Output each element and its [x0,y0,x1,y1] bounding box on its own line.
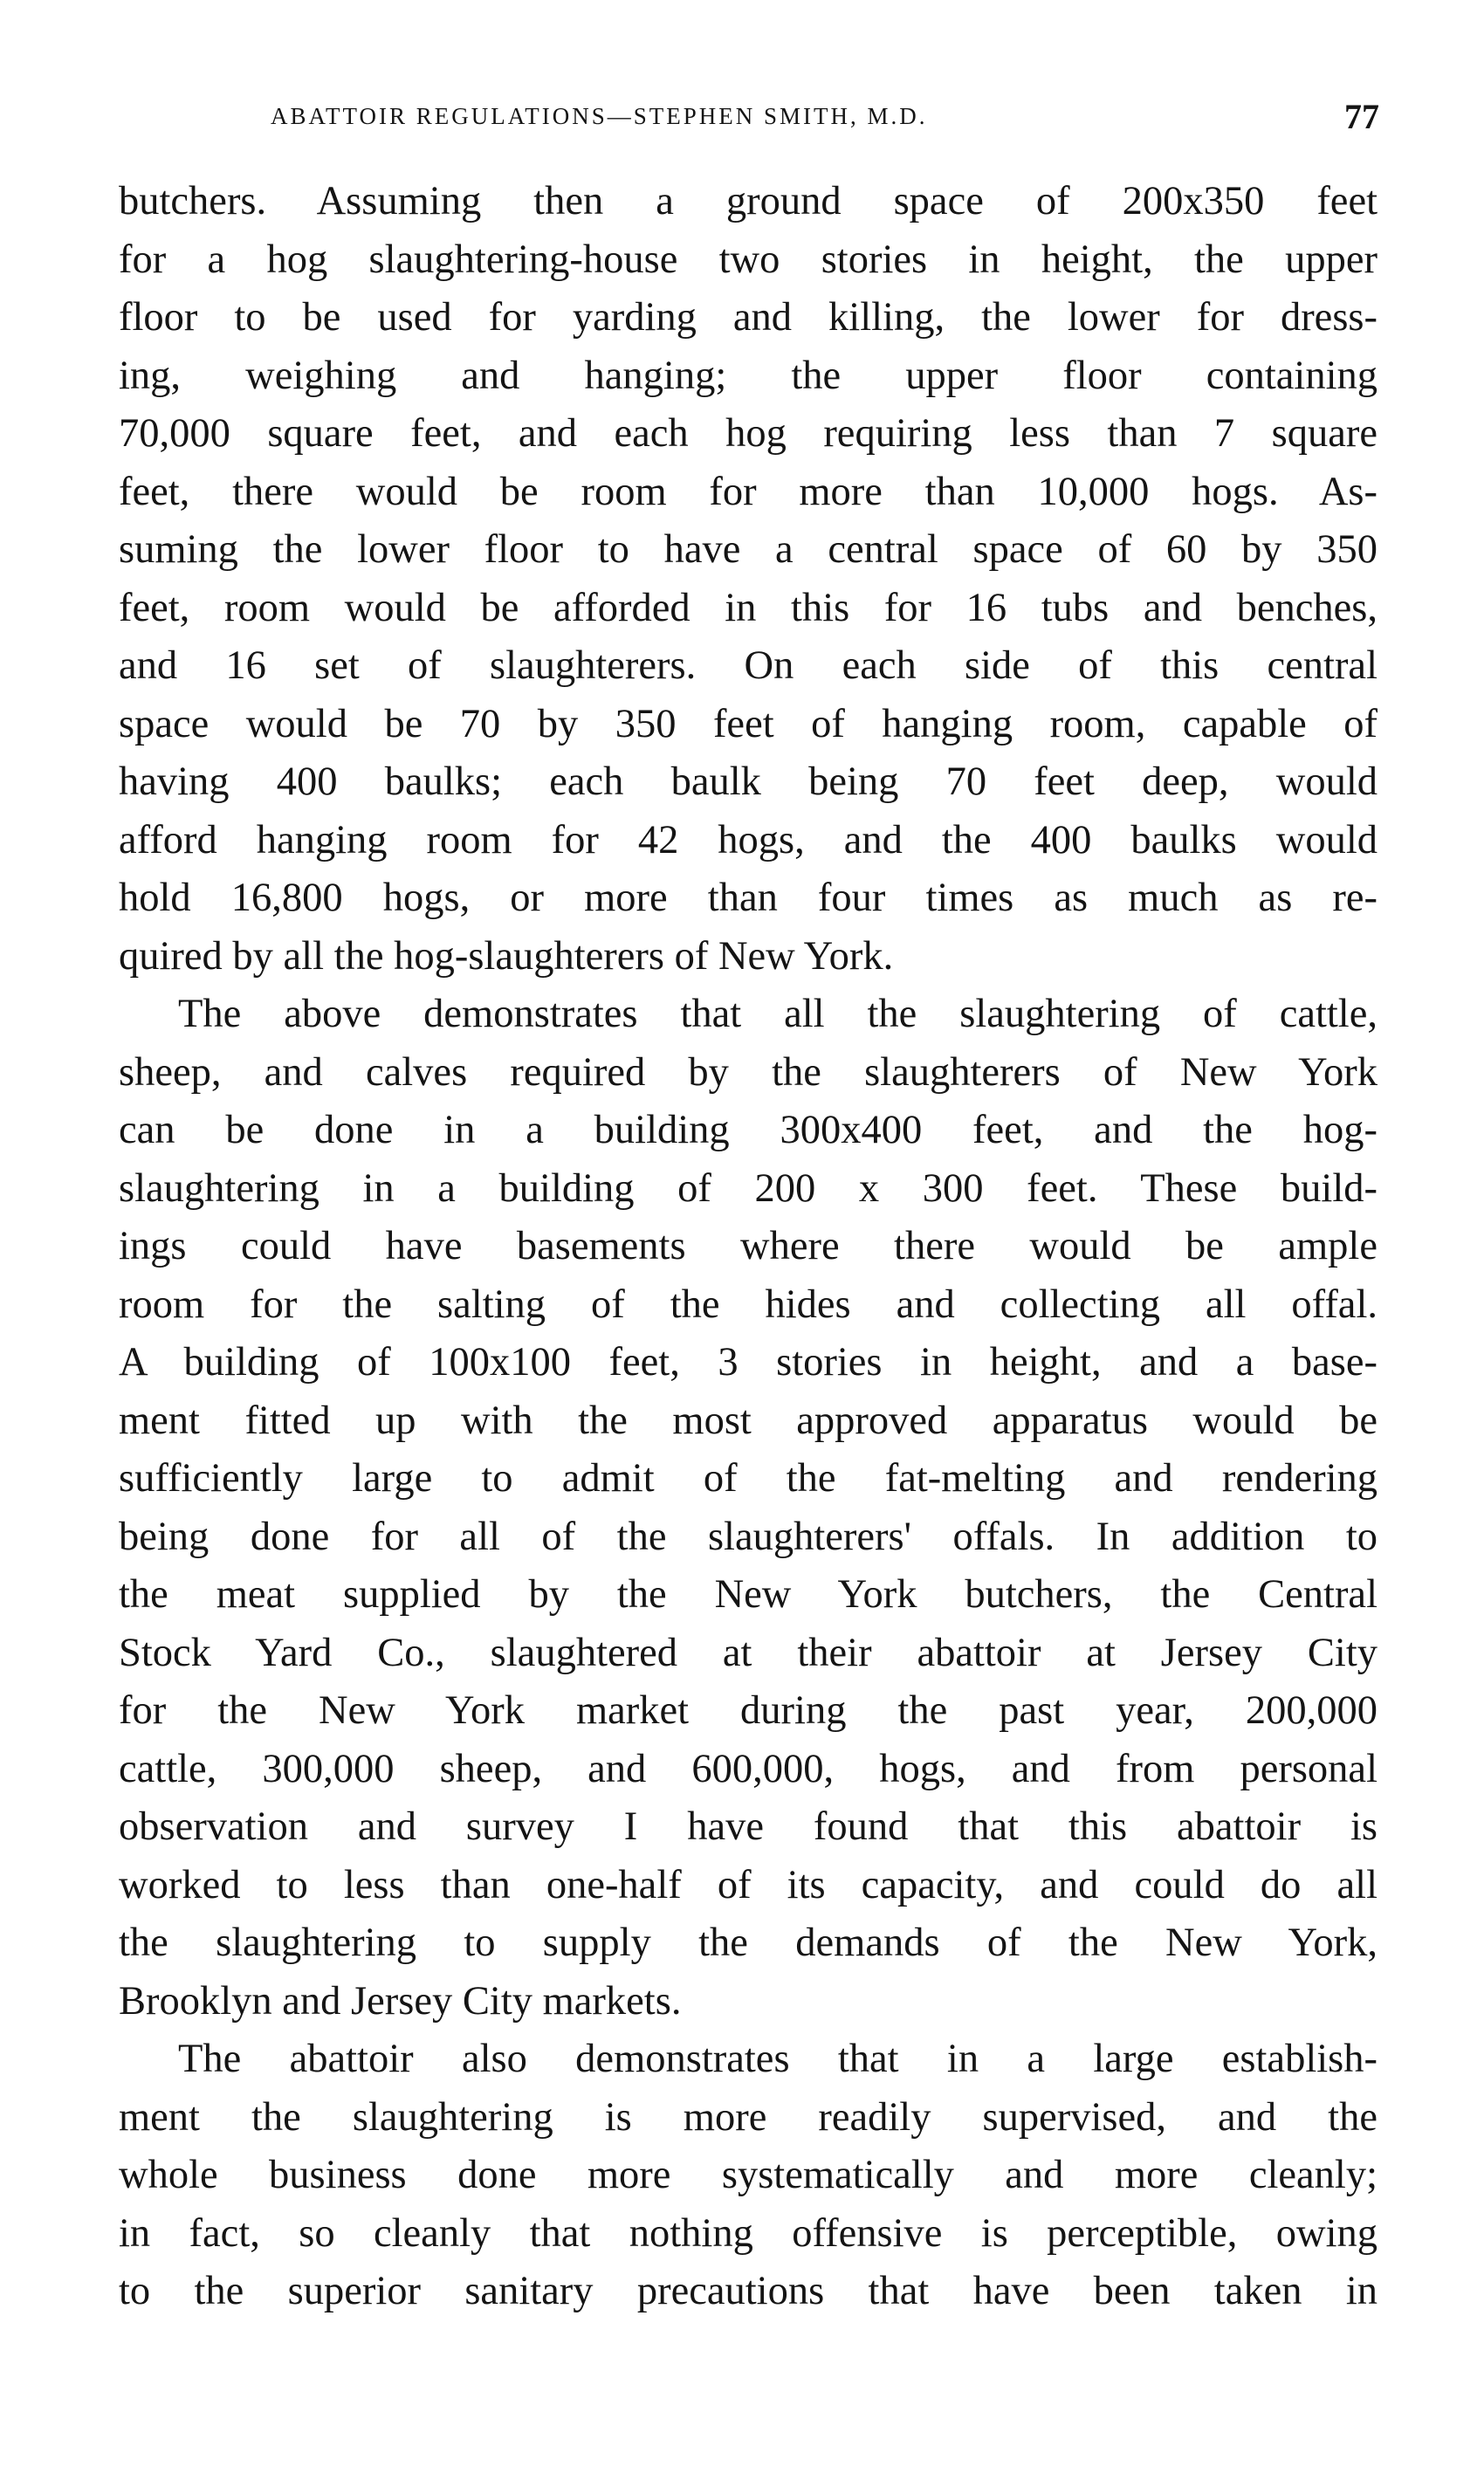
text-line: being done for all of the slaughterers' offals. In addition to [119,1514,1378,1559]
text-line: A building of 100x100 feet, 3 stories in height, and a base- [119,1340,1378,1385]
page-number: 77 [1344,97,1379,136]
text-line: in fact, so cleanly that nothing offensive is perceptible, owing [119,2210,1378,2256]
paragraph-end-line: Brooklyn and Jersey City markets. [119,1978,682,2024]
text-line: cattle, 300,000 sheep, and 600,000, hogs, and from personal [119,1746,1378,1791]
text-line: sufficiently large to admit of the fat-melting and rendering [119,1456,1378,1501]
text-line: ings could have basements where there would be ample [119,1224,1378,1268]
text-line: suming the lower floor to have a central space of 60 by 350 [119,527,1378,572]
text-line: hold 16,800 hogs, or more than four times as much as re- [119,876,1378,920]
text-line: to the superior sanitary precautions that have been taken in [119,2269,1378,2313]
text-line: sheep, and calves required by the slaughterers of New York [119,1049,1378,1095]
text-line: feet, there would be room for more than 10,000 hogs. As- [119,469,1378,514]
text-line: slaughtering in a building of 200 x 300 feet. These build- [119,1165,1378,1211]
text-line: observation and survey I have found that this abattoir is [119,1804,1378,1849]
text-line: worked to less than one-half of its capacity, and could do all [119,1862,1378,1907]
text-line: having 400 baulks; each baulk being 70 feet deep, would [119,759,1378,804]
paragraph-first-line: The abattoir also demonstrates that in a large establish- [178,2037,1378,2081]
text-line: feet, room would be afforded in this for 16 tubs and benches, [119,585,1378,630]
text-line: and 16 set of slaughterers. On each side of this central [119,643,1378,688]
paragraph-first-line: The above demonstrates that all the slaughtering of cattle, [178,992,1378,1036]
text-line: 70,000 square feet, and each hog requiring less than 7 square [119,411,1378,456]
text-line: for the New York market during the past year, 200,000 [119,1688,1378,1733]
body-text [119,173,1378,2321]
text-line: can be done in a building 300x400 feet, and the hog- [119,1108,1378,1152]
text-line: afford hanging room for 42 hogs, and the 400 baulks would [119,817,1378,862]
running-title: ABATTOIR REGULATIONS—STEPHEN SMITH, M.D. [271,103,928,129]
text-line: floor to be used for yarding and killing, the lower for dress- [119,295,1378,340]
paragraph-end-line: quired by all the hog-slaughterers of New York. [119,933,894,979]
running-head [271,96,1379,148]
text-line: whole business done more systematically and more cleanly; [119,2153,1378,2197]
text-line: space would be 70 by 350 feet of hanging room, capable of [119,701,1378,746]
text-line: ing, weighing and hanging; the upper floor containing [119,353,1378,398]
text-line: room for the salting of the hides and collecting all offal. [119,1282,1378,1327]
text-line: ment fitted up with the most approved apparatus would be [119,1398,1378,1443]
text-line: the meat supplied by the New York butchers, the Central [119,1572,1378,1617]
text-line: Stock Yard Co., slaughtered at their abattoir at Jersey City [119,1630,1378,1675]
text-line: the slaughtering to supply the demands of the New York, [119,1921,1378,1965]
text-line: butchers. Assuming then a ground space of 200x350 feet [119,179,1378,223]
text-line: for a hog slaughtering-house two stories in height, the upper [119,237,1378,282]
text-line: ment the slaughtering is more readily supervised, and the [119,2094,1378,2140]
